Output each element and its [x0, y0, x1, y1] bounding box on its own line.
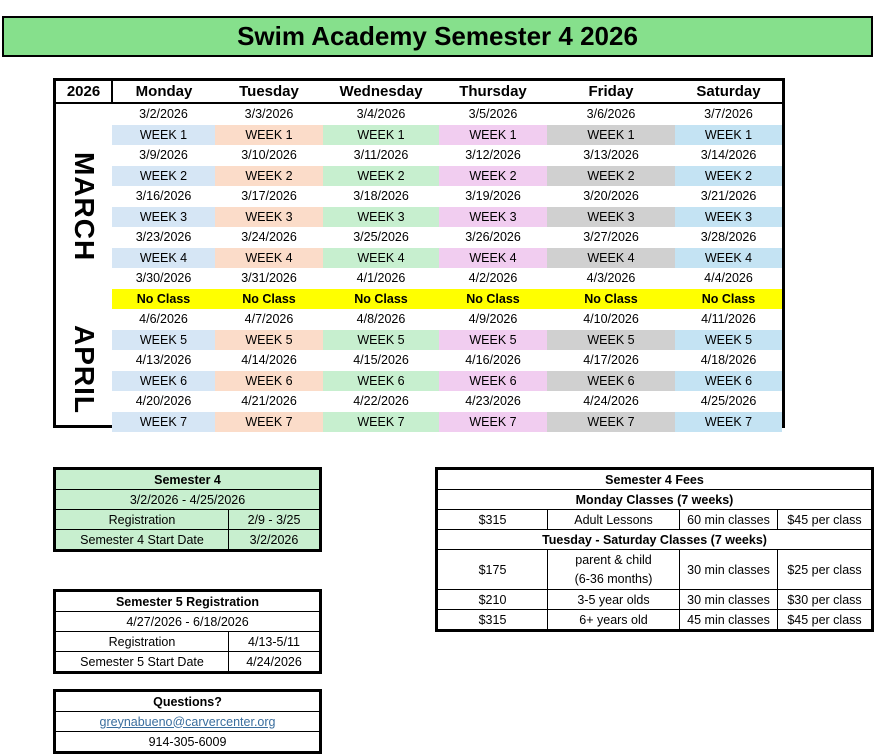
- date-cell-wednesday: 3/25/2026: [353, 230, 409, 245]
- fees-box: [435, 467, 874, 632]
- day-header-wednesday: Wednesday: [323, 81, 439, 103]
- date-cell-thursday: 4/23/2026: [465, 394, 521, 409]
- date-cell-friday: 4/24/2026: [583, 394, 639, 409]
- no-class-row: [56, 289, 782, 310]
- month-spacer-cell: [56, 103, 112, 125]
- date-cell-friday: 4/10/2026: [583, 312, 639, 327]
- semester5-registration-value: 4/13-5/11: [229, 632, 320, 652]
- date-cell-friday: 3/13/2026: [583, 148, 639, 163]
- week-cell-saturday: WEEK 3: [675, 207, 782, 228]
- date-cell-monday: 3/9/2026: [139, 148, 188, 163]
- week-row: [56, 125, 782, 146]
- week-cell-thursday: WEEK 6: [439, 371, 547, 392]
- week-cell-wednesday: WEEK 7: [323, 412, 439, 433]
- fees-monday-header: Monday Classes (7 weeks): [438, 490, 872, 510]
- week-cell-tuesday: WEEK 6: [215, 371, 323, 392]
- fee-rate: $30 per class: [778, 590, 872, 610]
- month-label-april: APRIL: [69, 324, 100, 414]
- date-row: [56, 145, 782, 166]
- date-cell-saturday: 4/11/2026: [701, 312, 756, 327]
- semester5-title: Semester 5 Registration: [56, 592, 320, 612]
- week-cell-friday: WEEK 2: [547, 166, 675, 187]
- date-cell-friday: 4/17/2026: [583, 353, 639, 368]
- week-cell-thursday: WEEK 7: [439, 412, 547, 433]
- week-row: [56, 248, 782, 269]
- week-cell-tuesday: WEEK 3: [215, 207, 323, 228]
- date-cell-wednesday: 4/22/2026: [353, 394, 409, 409]
- month-spacer-cell: [56, 289, 112, 310]
- semester4-registration-value: 2/9 - 3/25: [229, 510, 320, 530]
- fees-row: [438, 610, 872, 630]
- day-header-saturday: Saturday: [675, 81, 782, 103]
- fees-tuesat-header: Tuesday - Saturday Classes (7 weeks): [438, 530, 872, 550]
- date-cell-friday: 4/3/2026: [586, 271, 636, 286]
- date-cell-tuesday: 3/24/2026: [241, 230, 297, 245]
- no-class-cell-saturday: No Class: [675, 289, 782, 310]
- week-cell-friday: WEEK 6: [547, 371, 675, 392]
- contact-email-link[interactable]: greynabueno@carvercenter.org: [99, 714, 276, 729]
- date-cell-thursday: 4/2/2026: [468, 271, 518, 286]
- semester4-box: [53, 467, 322, 552]
- date-cell-thursday: 4/16/2026: [465, 353, 521, 368]
- week-cell-monday: WEEK 4: [112, 248, 215, 269]
- week-cell-saturday: WEEK 7: [675, 412, 782, 433]
- fee-price: $315: [438, 510, 548, 530]
- semester5-box: [53, 589, 322, 674]
- date-cell-tuesday: 3/17/2026: [241, 189, 297, 204]
- fee-group: parent & child (6-36 months): [548, 550, 680, 590]
- week-cell-wednesday: WEEK 3: [323, 207, 439, 228]
- week-row: [56, 412, 782, 433]
- week-cell-friday: WEEK 5: [547, 330, 675, 351]
- date-row: [56, 103, 782, 125]
- week-cell-monday: WEEK 3: [112, 207, 215, 228]
- semester4-start-label: Semester 4 Start Date: [56, 530, 229, 550]
- date-cell-monday: 4/13/2026: [135, 353, 192, 368]
- week-cell-friday: WEEK 7: [547, 412, 675, 433]
- no-class-cell-tuesday: No Class: [215, 289, 323, 310]
- week-cell-monday: WEEK 7: [112, 412, 215, 433]
- date-cell-thursday: 3/19/2026: [465, 189, 521, 204]
- no-class-cell-friday: No Class: [547, 289, 675, 310]
- date-cell-tuesday: 3/31/2026: [241, 271, 297, 286]
- date-row: [56, 227, 782, 248]
- date-row: [56, 186, 782, 207]
- date-cell-thursday: 3/12/2026: [465, 148, 521, 163]
- date-cell-thursday: 4/9/2026: [468, 312, 518, 327]
- week-cell-tuesday: WEEK 4: [215, 248, 323, 269]
- week-cell-thursday: WEEK 1: [439, 125, 547, 146]
- fee-duration: 30 min classes: [680, 590, 778, 610]
- week-cell-thursday: WEEK 5: [439, 330, 547, 351]
- fee-rate: $45 per class: [778, 610, 872, 630]
- week-cell-saturday: WEEK 2: [675, 166, 782, 187]
- week-row: [56, 371, 782, 392]
- week-row: [56, 166, 782, 187]
- date-cell-tuesday: 4/14/2026: [241, 353, 297, 368]
- date-cell-tuesday: 4/7/2026: [244, 312, 294, 327]
- fee-group: 6+ years old: [548, 610, 680, 630]
- week-cell-wednesday: WEEK 4: [323, 248, 439, 269]
- date-cell-thursday: 3/5/2026: [468, 107, 518, 122]
- date-cell-saturday: 3/7/2026: [704, 107, 753, 122]
- date-cell-saturday: 4/18/2026: [700, 353, 757, 368]
- week-cell-tuesday: WEEK 2: [215, 166, 323, 187]
- fee-duration: 60 min classes: [680, 510, 778, 530]
- schedule-header-row: [56, 81, 782, 103]
- semester5-start-value: 4/24/2026: [229, 652, 320, 672]
- date-cell-friday: 3/6/2026: [586, 107, 636, 122]
- fee-duration: 30 min classes: [680, 550, 778, 590]
- semester4-start-value: 3/2/2026: [229, 530, 320, 550]
- date-row: [56, 268, 782, 289]
- week-cell-friday: WEEK 3: [547, 207, 675, 228]
- week-cell-saturday: WEEK 4: [675, 248, 782, 269]
- fees-monday-row: [438, 510, 872, 530]
- date-cell-tuesday: 3/3/2026: [244, 107, 294, 122]
- week-cell-tuesday: WEEK 1: [215, 125, 323, 146]
- date-cell-monday: 3/16/2026: [135, 189, 192, 204]
- contact-phone: 914-305-6009: [56, 732, 320, 752]
- date-cell-tuesday: 3/10/2026: [241, 148, 297, 163]
- date-cell-wednesday: 3/18/2026: [353, 189, 409, 204]
- day-header-tuesday: Tuesday: [215, 81, 323, 103]
- date-cell-saturday: 3/28/2026: [700, 230, 757, 245]
- week-row: [56, 330, 782, 351]
- fee-price: $315: [438, 610, 548, 630]
- page-title: Swim Academy Semester 4 2026: [2, 16, 873, 57]
- date-cell-friday: 3/27/2026: [583, 230, 639, 245]
- day-header-thursday: Thursday: [439, 81, 547, 103]
- fees-row: [438, 590, 872, 610]
- week-row: [56, 207, 782, 228]
- week-cell-saturday: WEEK 6: [675, 371, 782, 392]
- date-cell-monday: 3/2/2026: [139, 107, 188, 122]
- date-cell-saturday: 3/21/2026: [700, 189, 757, 204]
- no-class-cell-thursday: No Class: [439, 289, 547, 310]
- date-cell-wednesday: 4/1/2026: [356, 271, 406, 286]
- date-cell-saturday: 4/4/2026: [704, 271, 753, 286]
- week-cell-saturday: WEEK 5: [675, 330, 782, 351]
- date-cell-saturday: 3/14/2026: [700, 148, 757, 163]
- date-cell-thursday: 3/26/2026: [465, 230, 521, 245]
- date-cell-tuesday: 4/21/2026: [241, 394, 297, 409]
- week-cell-tuesday: WEEK 5: [215, 330, 323, 351]
- day-header-monday: Monday: [112, 81, 215, 103]
- date-cell-monday: 4/20/2026: [135, 394, 192, 409]
- fee-price: $210: [438, 590, 548, 610]
- week-cell-thursday: WEEK 3: [439, 207, 547, 228]
- week-cell-wednesday: WEEK 1: [323, 125, 439, 146]
- week-cell-saturday: WEEK 1: [675, 125, 782, 146]
- fee-rate: $25 per class: [778, 550, 872, 590]
- questions-box: [53, 689, 322, 754]
- week-cell-friday: WEEK 1: [547, 125, 675, 146]
- month-label-march: MARCH: [69, 152, 100, 262]
- no-class-cell-monday: No Class: [112, 289, 215, 310]
- week-cell-wednesday: WEEK 6: [323, 371, 439, 392]
- semester4-registration-label: Registration: [56, 510, 229, 530]
- date-cell-wednesday: 3/11/2026: [353, 148, 409, 163]
- week-cell-monday: WEEK 1: [112, 125, 215, 146]
- week-cell-wednesday: WEEK 5: [323, 330, 439, 351]
- year-header: 2026: [56, 81, 112, 103]
- fee-duration: 45 min classes: [680, 610, 778, 630]
- week-cell-tuesday: WEEK 7: [215, 412, 323, 433]
- date-cell-wednesday: 4/8/2026: [356, 312, 406, 327]
- week-cell-monday: WEEK 5: [112, 330, 215, 351]
- date-cell-wednesday: 4/15/2026: [353, 353, 409, 368]
- fees-title: Semester 4 Fees: [438, 470, 872, 490]
- semester5-range: 4/27/2026 - 6/18/2026: [56, 612, 320, 632]
- day-header-friday: Friday: [547, 81, 675, 103]
- date-cell-monday: 3/30/2026: [135, 271, 192, 286]
- date-cell-saturday: 4/25/2026: [700, 394, 757, 409]
- semester4-title: Semester 4: [56, 470, 320, 490]
- week-cell-monday: WEEK 6: [112, 371, 215, 392]
- fee-group: Adult Lessons: [548, 510, 680, 530]
- date-cell-wednesday: 3/4/2026: [356, 107, 406, 122]
- fees-row: [438, 550, 872, 590]
- no-class-cell-wednesday: No Class: [323, 289, 439, 310]
- fee-rate: $45 per class: [778, 510, 872, 530]
- semester4-range: 3/2/2026 - 4/25/2026: [56, 490, 320, 510]
- questions-title: Questions?: [56, 692, 320, 712]
- week-cell-thursday: WEEK 4: [439, 248, 547, 269]
- date-row: [56, 350, 782, 371]
- schedule-grid: [53, 78, 785, 428]
- date-cell-monday: 4/6/2026: [139, 312, 188, 327]
- week-cell-wednesday: WEEK 2: [323, 166, 439, 187]
- semester5-start-label: Semester 5 Start Date: [56, 652, 229, 672]
- fee-price: $175: [438, 550, 548, 590]
- date-row: [56, 391, 782, 412]
- week-cell-friday: WEEK 4: [547, 248, 675, 269]
- week-cell-monday: WEEK 2: [112, 166, 215, 187]
- date-row: [56, 309, 782, 330]
- semester5-registration-label: Registration: [56, 632, 229, 652]
- date-cell-friday: 3/20/2026: [583, 189, 639, 204]
- week-cell-thursday: WEEK 2: [439, 166, 547, 187]
- date-cell-monday: 3/23/2026: [135, 230, 192, 245]
- fee-group: 3-5 year olds: [548, 590, 680, 610]
